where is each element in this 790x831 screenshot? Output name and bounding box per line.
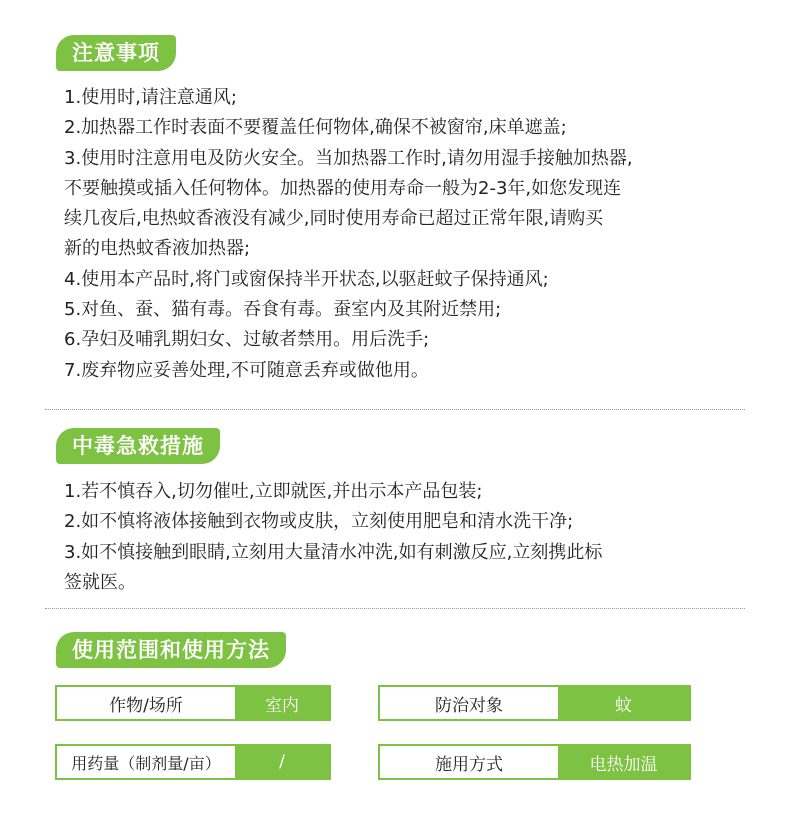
usage-value: 电热加温 — [558, 746, 689, 778]
usage-title: 使用范围和使用方法 — [56, 632, 286, 668]
usage-label: 防治对象 — [380, 687, 558, 719]
usage-row-method — [378, 744, 691, 780]
usage-row-target — [378, 685, 691, 721]
first-aid-line: 2.如不慎将液体接触到衣物或皮肤，立刻使用肥皂和清水洗干净; — [64, 511, 574, 533]
precaution-line: 4.使用本产品时,将门或窗保持半开状态,以驱赶蚊子保持通风; — [64, 268, 549, 290]
usage-value: / — [235, 746, 329, 778]
usage-value: 室内 — [235, 687, 329, 719]
precaution-line: 6.孕妇及哺乳期妇女、过敏者禁用。用后洗手; — [64, 329, 430, 351]
precaution-line: 续几夜后,电热蚊香液没有减少,同时使用寿命已超过正常年限,请购买 — [64, 208, 604, 230]
first-aid-line: 1.若不慎吞入,切勿催吐,立即就医,并出示本产品包装; — [64, 481, 483, 502]
precaution-line: 3.使用时注意用电及防火安全。当加热器工作时,请勿用湿手接触加热器, — [64, 147, 633, 169]
first-aid-list — [64, 477, 602, 598]
usage-label: 作物/场所 — [57, 687, 235, 719]
precaution-line: 1.使用时,请注意通风; — [64, 87, 237, 108]
precaution-line: 2.加热器工作时表面不要覆盖任何物体,确保不被窗帘,床单遮盖; — [64, 117, 567, 139]
usage-label: 用药量（制剂量/亩） — [57, 746, 235, 778]
usage-row-dosage — [55, 744, 331, 780]
first-aid-title: 中毒急救措施 — [56, 428, 220, 464]
precaution-line: 不要触摸或插入任何物体。加热器的使用寿命一般为2-3年,如您发现连 — [64, 177, 622, 199]
section-divider — [45, 409, 745, 410]
section-divider — [45, 608, 745, 609]
first-aid-line: 3.如不慎接触到眼睛,立刻用大量清水冲洗,如有刺激反应,立刻携此标 — [64, 541, 603, 563]
usage-row-site — [55, 685, 331, 721]
precaution-line: 7.废弃物应妥善处理,不可随意丢弃或做他用。 — [64, 359, 429, 381]
precaution-line: 新的电热蚊香液加热器; — [64, 238, 251, 260]
precautions-list — [64, 83, 633, 386]
usage-label: 施用方式 — [380, 746, 558, 778]
usage-value: 蚊 — [558, 687, 689, 719]
precautions-title: 注意事项 — [56, 35, 176, 71]
precaution-line: 5.对鱼、蚕、猫有毒。吞食有毒。蚕室内及其附近禁用; — [64, 299, 502, 321]
first-aid-line: 签就医。 — [64, 571, 136, 593]
